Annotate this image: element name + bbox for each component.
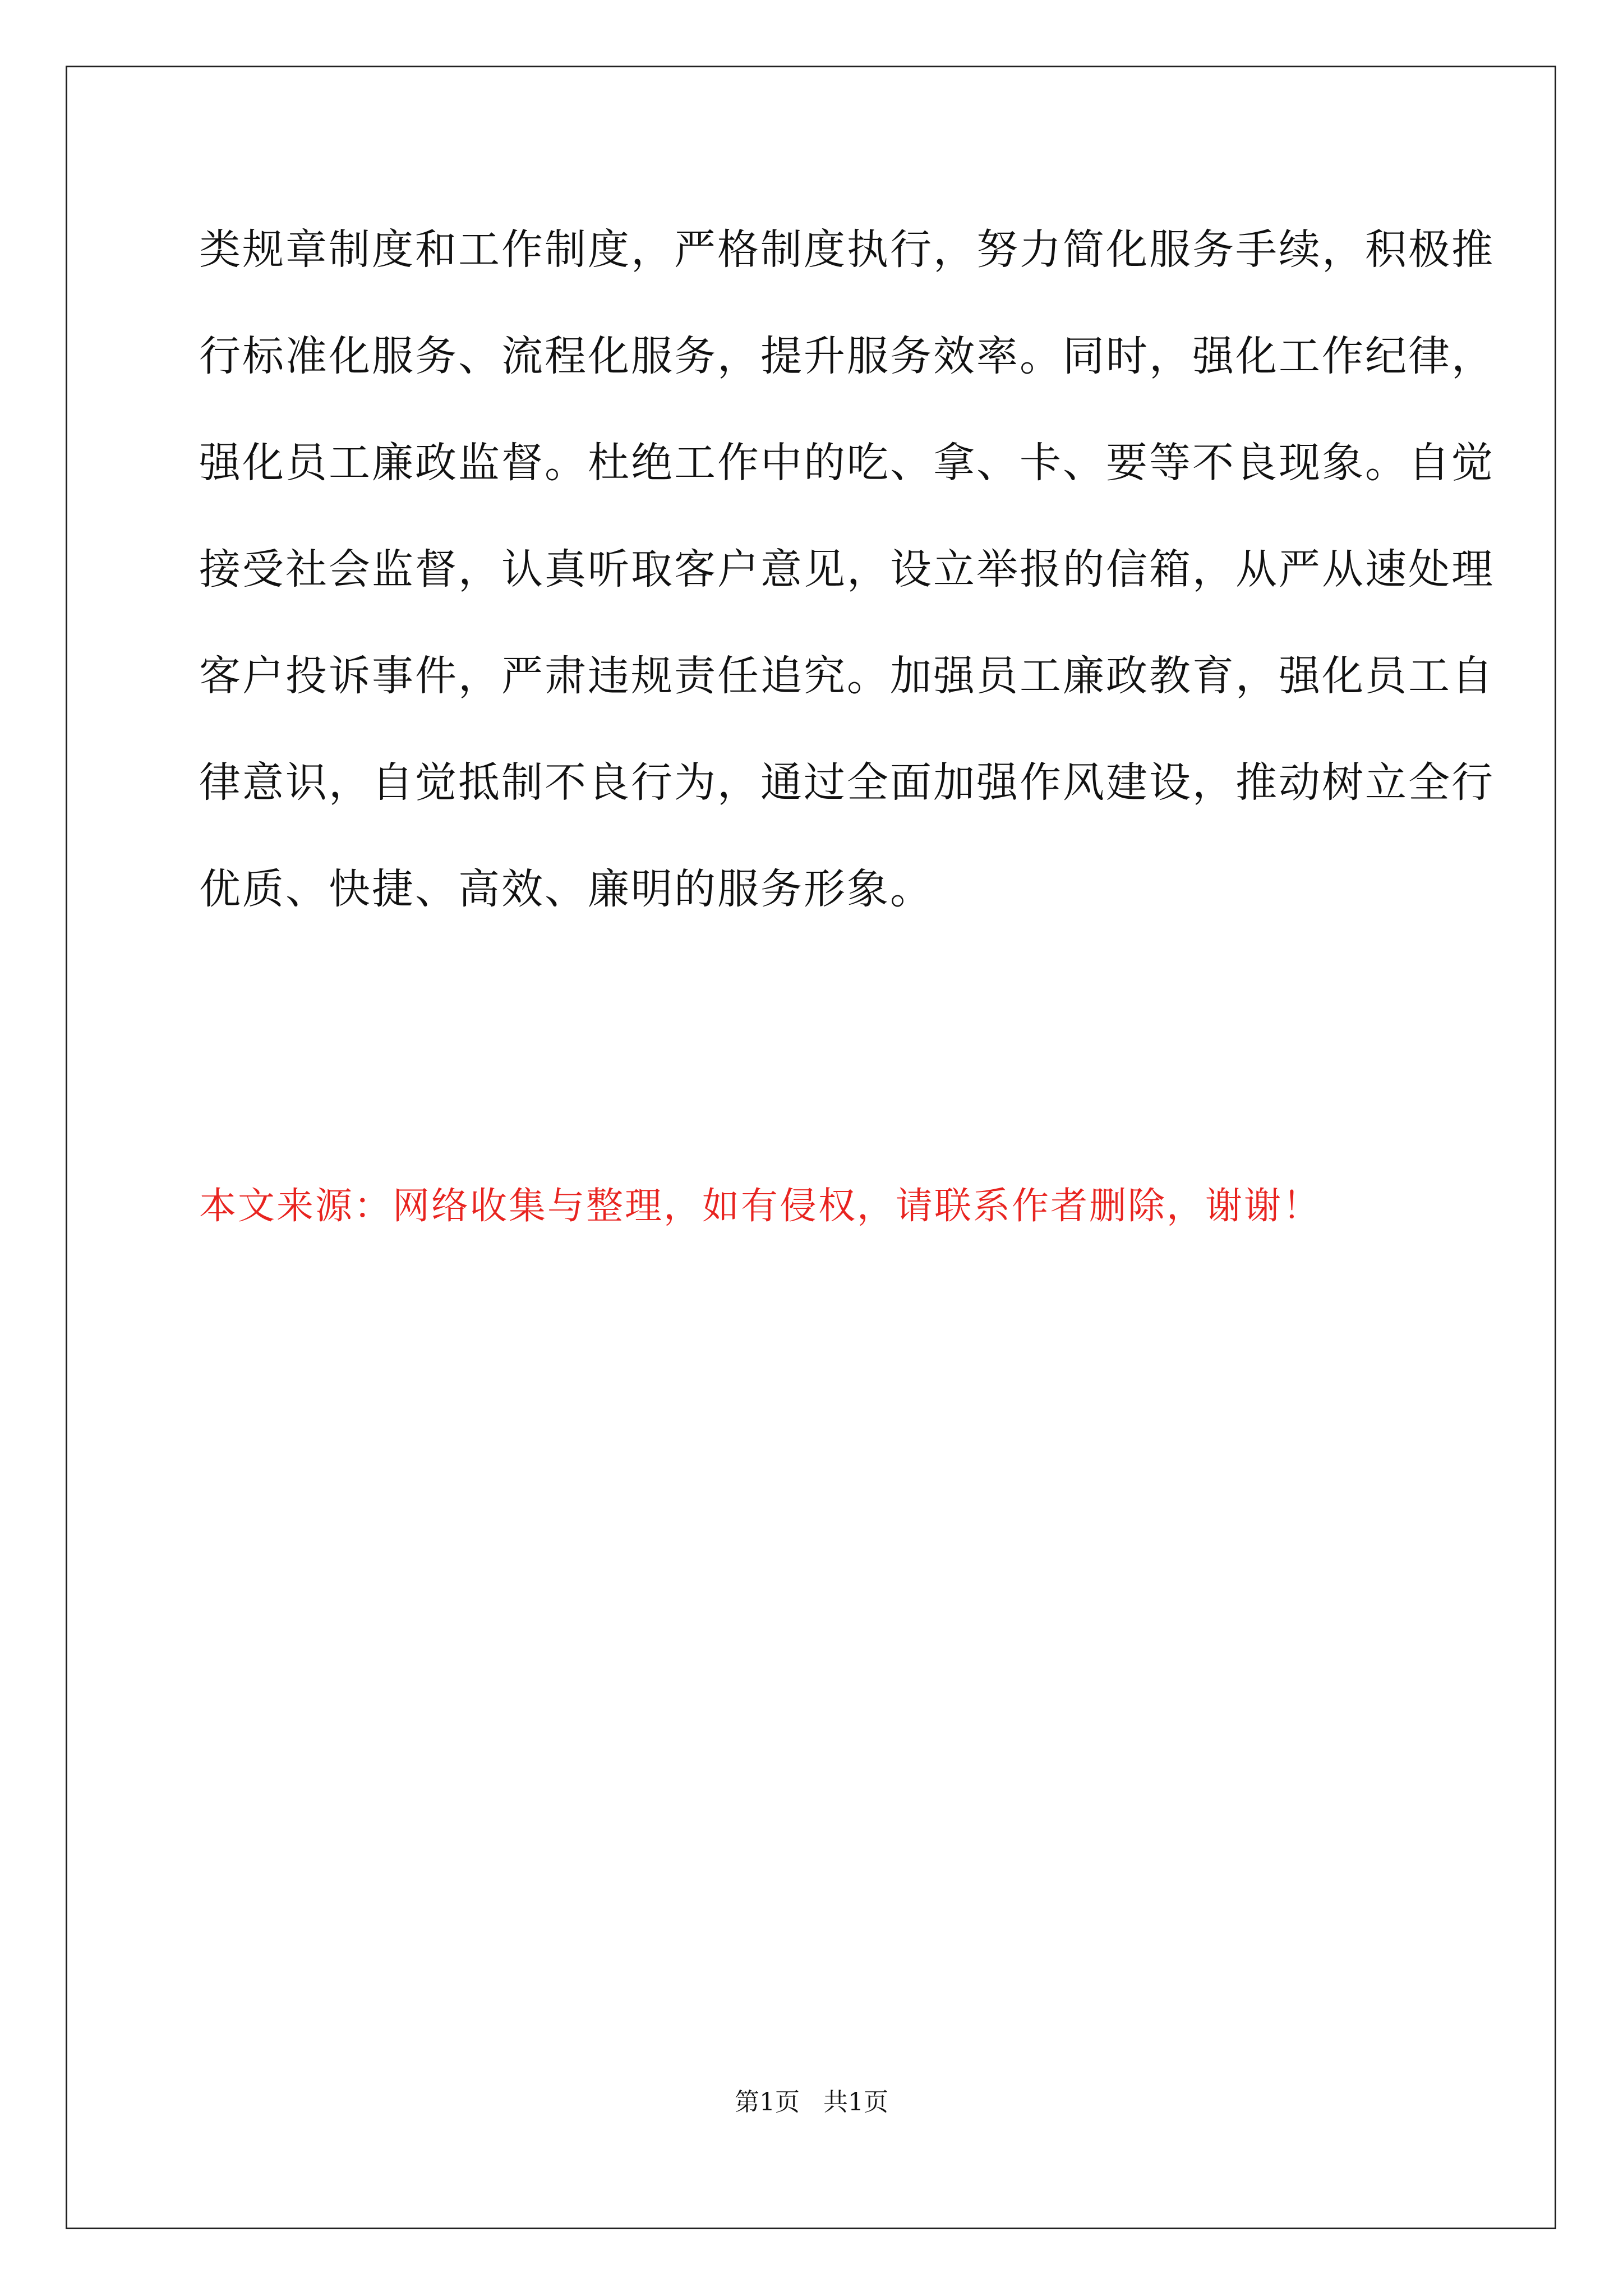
body-line: 律意识，自觉抵制不良行为，通过全面加强作风建设，推动树立全行 [199,758,1495,807]
body-line: 接受社会监督，认真听取客户意见，设立举报的信箱，从严从速处理 [199,545,1495,593]
page-number: 第1页 [735,2088,800,2116]
body-line: 强化员工廉政监督。杜绝工作中的吃、拿、卡、要等不良现象。自觉 [199,439,1495,487]
body-line: 优质、快捷、高效、廉明的服务形象。 [199,865,933,913]
page-footer [0,2086,1623,2119]
page-total: 共1页 [823,2088,888,2116]
body-line: 客户投诉事件，严肃违规责任追究。加强员工廉政教育，强化员工自 [199,652,1495,700]
body-line: 类规章制度和工作制度，严格制度执行，努力简化服务手续，积极推 [199,226,1495,274]
source-note: 本文来源：网络收集与整理，如有侵权，请联系作者删除，谢谢！ [199,1184,1321,1227]
body-line: 行标准化服务、流程化服务，提升服务效率。同时，强化工作纪律， [199,332,1495,380]
document-body [199,216,1495,962]
